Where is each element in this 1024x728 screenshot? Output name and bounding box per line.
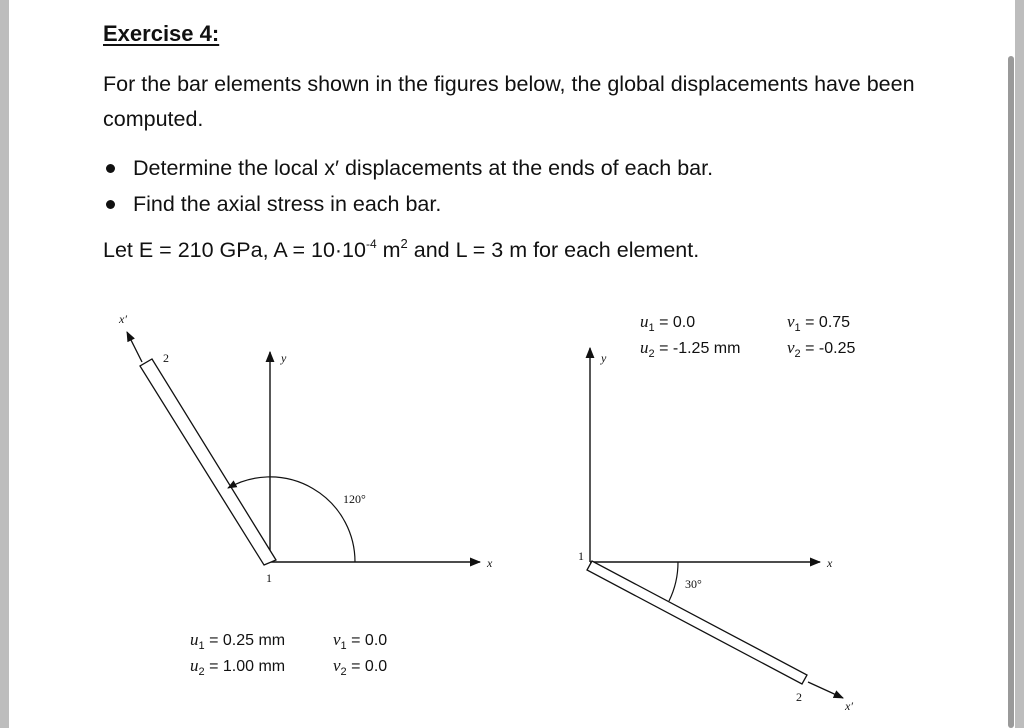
right-u1-value: = 0.0 bbox=[659, 314, 696, 331]
task-text: Determine the local x′ displacements at the ends of each bar. bbox=[133, 156, 714, 180]
right-y-label: y bbox=[601, 351, 607, 365]
given-prefix: Let E = 210 GPa, A = 10·10 bbox=[103, 238, 366, 262]
right-u2-value: = -1.25 mm bbox=[659, 340, 741, 357]
right-node-2: 2 bbox=[796, 690, 802, 704]
left-v2-row: $v_2 = 0.0$ bbox=[333, 656, 388, 679]
left-v1-value: = 0.0 bbox=[351, 632, 388, 649]
left-node-2: 2 bbox=[163, 351, 169, 365]
left-u1-value: = 0.25 mm bbox=[209, 632, 286, 649]
right-v1-value: = 0.75 bbox=[805, 314, 851, 331]
left-v2-value: = 0.0 bbox=[351, 658, 388, 675]
left-v1-row: $v_1 = 0.0$ bbox=[333, 630, 388, 653]
given-unit: m bbox=[376, 238, 401, 262]
left-bar bbox=[140, 359, 276, 565]
left-u1-row: $u_1 = 0.25$ mm bbox=[190, 630, 286, 653]
right-node-1: 1 bbox=[578, 549, 584, 563]
right-x-label: x bbox=[827, 556, 833, 570]
left-u2-row: $u_2 = 1.00$ mm bbox=[190, 656, 286, 679]
left-local-axis-label: x′ bbox=[119, 312, 127, 326]
right-v2-row: $v_2 = -0.25$ bbox=[787, 338, 856, 361]
left-figure bbox=[118, 312, 493, 585]
left-u2-value: = 1.00 mm bbox=[209, 658, 286, 675]
left-local-axis bbox=[127, 332, 142, 362]
right-local-axis-label: x′ bbox=[845, 699, 853, 713]
right-angle-arc bbox=[669, 562, 678, 601]
right-v2-value: = -0.25 bbox=[805, 340, 856, 357]
right-angle-label: 30° bbox=[685, 577, 702, 591]
left-x-label: x bbox=[487, 556, 493, 570]
right-u2-row: $u_2 = -1.25$ mm bbox=[640, 338, 741, 361]
unit-exponent: 2 bbox=[400, 236, 408, 251]
task-text: Find the axial stress in each bar. bbox=[133, 192, 442, 216]
area-exponent: -4 bbox=[365, 237, 377, 251]
left-node-1: 1 bbox=[266, 571, 272, 585]
right-u1-row: $u_1 = 0.0$ bbox=[640, 312, 696, 335]
right-local-axis bbox=[808, 682, 843, 698]
right-figure bbox=[578, 348, 853, 713]
left-y-label: y bbox=[281, 351, 287, 365]
intro-paragraph: For the bar elements shown in the figures below, the global displacements have been computed. bbox=[103, 72, 915, 131]
left-angle-label: 120° bbox=[343, 492, 366, 506]
exercise-heading: Exercise 4: bbox=[103, 21, 220, 46]
right-v1-row: $v_1 = 0.75$ bbox=[787, 312, 851, 335]
given-suffix: and L = 3 m for each element. bbox=[407, 238, 700, 262]
